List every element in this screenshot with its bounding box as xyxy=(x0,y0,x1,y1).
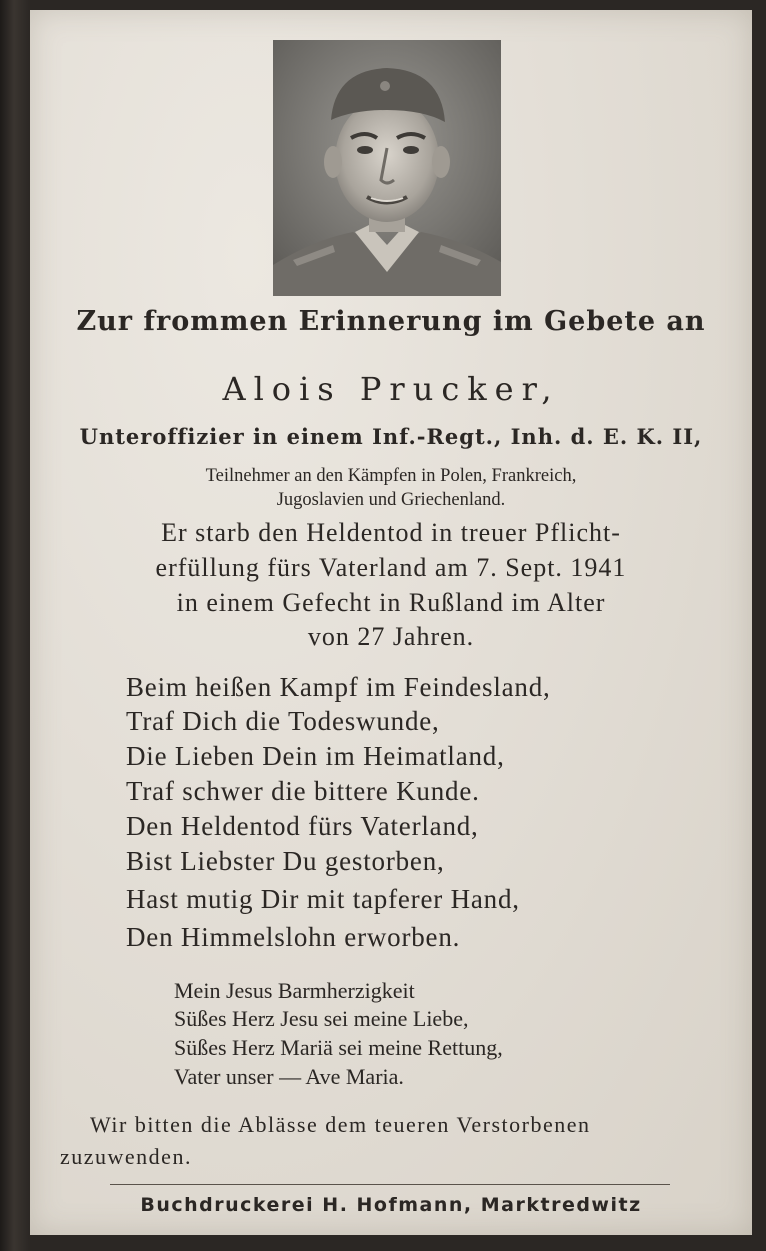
verse-line-6: Bist Liebster Du gestorben, xyxy=(126,846,445,876)
prayer-line-3: Süßes Herz Mariä sei meine Rettung, xyxy=(174,1035,503,1060)
death-notice-line-2: erfüllung fürs Vaterland am 7. Sept. 1941 xyxy=(155,553,627,582)
participation-line-2: Jugoslavien und Griechenland. xyxy=(276,490,506,510)
prayer-line-2: Süßes Herz Jesu sei meine Liebe, xyxy=(174,1006,469,1031)
participation-line-1: Teilnehmer an den Kämpfen in Polen, Frankreich, xyxy=(205,466,577,486)
divider-rule xyxy=(110,1184,670,1185)
verse-line-3: Die Lieben Dein im Heimatland, xyxy=(126,741,505,771)
verse-line-4: Traf schwer die bittere Kunde. xyxy=(126,776,480,806)
death-notice-line-4: von 27 Jahren. xyxy=(307,622,475,651)
closing-line-2: zuzuwenden. xyxy=(60,1144,192,1169)
military-rank: Unteroffizier in einem Inf.-Regt., Inh. d. E. K. II, xyxy=(79,424,703,449)
prayer-line-4: Vater unser — Ave Maria. xyxy=(174,1064,404,1089)
verse-line-8: Den Himmelslohn erworben. xyxy=(126,922,461,952)
verse-line-5: Den Heldentod fürs Vaterland, xyxy=(126,811,479,841)
verse-line-2: Traf Dich die Todeswunde, xyxy=(126,706,440,736)
death-notice-line-1: Er starb den Heldentod in treuer Pflicht- xyxy=(161,518,621,547)
heading: Zur frommen Erinnerung im Gebete an xyxy=(76,306,706,337)
prayer-line-1: Mein Jesus Barmherzigkeit xyxy=(174,978,415,1003)
portrait-photo xyxy=(273,40,501,296)
verse-line-1: Beim heißen Kampf im Feindesland, xyxy=(126,672,551,702)
death-notice-line-3: in einem Gefecht in Rußland im Alter xyxy=(176,588,606,617)
soldier-portrait-image xyxy=(273,40,501,296)
printer-credit: Buchdruckerei H. Hofmann, Marktredwitz xyxy=(140,1194,642,1216)
verse-line-7: Hast mutig Dir mit tapferer Hand, xyxy=(126,884,520,914)
closing-line-1: Wir bitten die Ablässe dem teueren Verstorbenen xyxy=(90,1112,591,1137)
deceased-name: Alois Prucker, xyxy=(222,370,560,408)
memorial-card xyxy=(30,10,752,1235)
